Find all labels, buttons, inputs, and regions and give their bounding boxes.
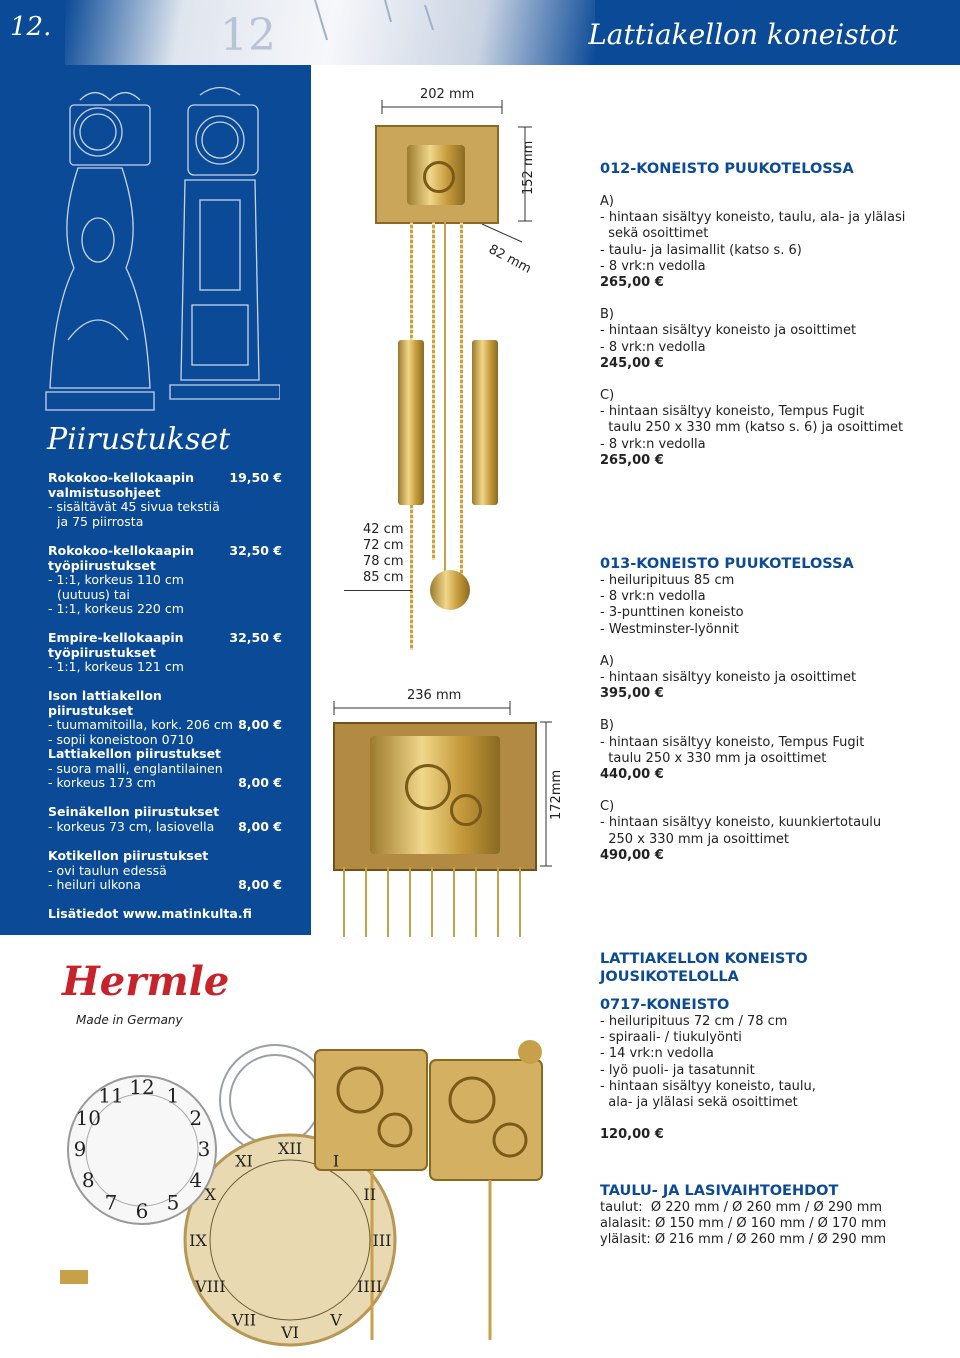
drawing-item-price: 32,50 € [229,630,282,645]
drawing-item-price: 8,00 € [238,877,282,892]
roman-dial-numeral: VI [281,1323,299,1342]
feature-line: - 8 vrk:n vedolla [600,589,706,605]
more-info-link[interactable]: Lisätiedot www.matinkulta.fi [48,906,252,921]
drawing-item-title: Lattiakellon piirustukset [48,746,222,761]
option-line: - 8 vrk:n vedolla [600,258,706,274]
drawing-item-line: - heiluri ulkona [48,877,141,893]
roman-dial-numeral: IX [189,1231,207,1250]
drawing-item-line: - 1:1, korkeus 220 cm [48,601,184,617]
feature-line: - heiluripituus 85 cm [600,573,735,588]
spec-line: - heiluripituus 72 cm / 78 cm [600,1014,788,1029]
white-dial-numeral: 4 [189,1168,203,1192]
option-line: - hintaan sisältyy koneisto, kuunkiertotaulu [600,815,882,831]
section-012 [600,160,930,469]
white-dial-numeral: 9 [73,1137,87,1161]
drawings-heading: Piirustukset [47,422,231,457]
width-top-label: 202 mm [420,87,475,102]
roman-dial-numeral: VII [231,1310,257,1330]
weight-left [398,340,424,505]
white-dial-numeral: 7 [104,1190,118,1215]
option-line: - hintaan sisältyy koneisto ja osoittimet [600,670,857,686]
white-dial-numeral: 5 [166,1190,180,1215]
white-dial-numeral: 12 [129,1075,155,1099]
option-price: 265,00 € [600,452,664,468]
hermle-logo: Hermle [62,958,230,1005]
roman-dial-numeral: XII [277,1139,303,1158]
product-photo-dials-movements [60,1040,590,1350]
drawing-item-line: - tuumamitoilla, kork. 206 cm [48,717,233,733]
clock-cabinet-drawings [40,80,280,420]
option-label: C) [600,799,615,815]
drawing-item-line: (uutuus) tai [57,586,130,602]
spec-line: - hintaan sisältyy koneisto, taulu, [600,1078,816,1094]
option-price: 245,00 € [600,355,664,371]
page-number: 12. [10,12,52,42]
roman-dial-numeral: V [330,1310,342,1330]
pendulum-length-list [344,522,412,591]
dial-options-heading: TAULU- JA LASIVAIHTOEHDOT [600,1183,839,1199]
page-title: Lattiakellon koneistot [588,18,898,51]
drawing-item-line: - suora malli, englantilainen [48,760,223,776]
drawing-item [48,747,288,791]
height-dimension-line [515,125,535,225]
gear-icon [450,794,482,826]
drawing-item-line: - ovi taulun edessä [48,862,167,878]
pendulum-length: 85 cm [363,570,404,585]
roman-dial-numeral: X [204,1185,216,1204]
option-label: B) [600,718,614,734]
option-price: 490,00 € [600,847,664,863]
section-spring-heading: JOUSIKOTELOLLA [600,969,739,985]
feature-line: - 3-punttinen koneisto [600,605,744,621]
option-label: A) [600,653,614,669]
dial-option-line: ylälasit: Ø 216 mm / Ø 260 mm / Ø 290 mm [600,1232,887,1248]
option-label: B) [600,307,614,323]
roman-dial-numeral: III [372,1231,392,1250]
option-label: A) [600,194,614,209]
white-dial-numeral: 10 [75,1106,102,1130]
drawing-item-price: 32,50 € [229,543,282,558]
section-spring-subheading: 0717-KONEISTO [600,997,730,1013]
drawing-item-title: Empire-kellokaapin työpiirustukset [48,630,184,660]
white-dial-numeral: 2 [189,1106,203,1130]
section-012-heading: 012-KONEISTO PUUKOTELOSSA [600,161,854,177]
option-line: taulu 250 x 330 mm (katso s. 6) ja osoittimet [600,420,904,436]
white-dial-numeral: 1 [166,1083,180,1108]
drawing-item-price: 19,50 € [229,470,282,485]
weight-right [472,340,498,505]
spec-line: - lyö puoli- ja tasatunnit [600,1062,755,1078]
spec-line: - spiraali- / tiukulyönti [600,1030,742,1046]
drawing-item-line: - sisältävät 45 sivua tekstiä [48,499,220,515]
drawing-item-line: - korkeus 73 cm, lasiovella [48,818,215,834]
drawing-item-line: - korkeus 173 cm [48,775,156,791]
width-bottom-label: 236 mm [407,688,462,703]
pendulum-length: 42 cm [363,522,404,537]
option-line: - taulu- ja lasimallit (katso s. 6) [600,242,802,258]
pendulum-length: 72 cm [363,538,404,553]
roman-dial-numeral: IIII [357,1277,383,1296]
option-price: 440,00 € [600,767,664,783]
option-line: - hintaan sisältyy koneisto, taulu, ala- ja ylälasi [600,210,906,226]
option-line: - hintaan sisältyy koneisto, Tempus Fugit [600,404,865,420]
section-spring-movement [600,950,930,1143]
section-dial-options [600,1182,930,1249]
drawing-item [48,544,288,617]
drawing-item-title: Ison lattiakellon piirustukset [48,688,162,718]
option-line: taulu 250 x 330 mm ja osoittimet [600,750,827,766]
movement-013-wood-case [333,722,537,871]
pendulum-bob [430,570,470,610]
section-spring-heading: LATTIAKELLON KONEISTO [600,951,808,967]
height-top-label: 152 mm [521,140,536,195]
gear-icon [405,764,451,810]
roman-dial-numeral: I [332,1151,340,1171]
drawing-item [48,631,288,675]
dial-option-line: alalasit: Ø 150 mm / Ø 160 mm / Ø 170 mm [600,1216,887,1232]
option-line: 250 x 330 mm ja osoittimet [600,831,790,847]
option-line: - hintaan sisältyy koneisto, Tempus Fugit [600,734,865,750]
movement-012-wood-case [375,125,499,224]
feature-line: - Westminster-lyönnit [600,621,739,637]
header-dial-ticks [65,0,595,65]
depth-top-label: 82 mm [485,242,534,277]
drawing-item-line: ja 75 piirrosta [57,513,144,529]
roman-dial-numeral: XI [235,1151,253,1171]
option-price: 265,00 € [600,275,664,291]
depth-dimension-line [478,220,528,250]
spec-line: - 14 vrk:n vedolla [600,1046,714,1062]
drawing-item-title: Rokokoo-kellokaapin työpiirustukset [48,543,195,573]
white-dial-numeral: 8 [81,1168,95,1192]
header-dial-digit: 12 [220,10,276,61]
spring-movement-price: 120,00 € [600,1127,664,1143]
drawing-item-title: Rokokoo-kellokaapin valmistusohjeet [48,470,195,500]
drawing-item-price: 8,00 € [238,818,282,834]
drawing-item-price: 8,00 € [238,775,282,790]
header-clock-dial-photo [65,0,595,65]
drawing-item-title: Kotikellon piirustukset [48,848,209,863]
drawing-item-price: 8,00 € [238,717,282,732]
drawing-item-line: - 1:1, korkeus 121 cm [48,659,184,675]
option-price: 395,00 € [600,686,664,702]
spec-line: ala- ja ylälasi sekä osoittimet [600,1095,798,1111]
made-in-germany-tagline: Made in Germany [76,1013,183,1027]
roman-dial-numeral: VIII [195,1277,226,1296]
drawing-item-line: - sopii koneistoon 0710 [48,731,194,747]
drawing-item [48,471,288,529]
option-line: - hintaan sisältyy koneisto ja osoittimet [600,323,857,339]
width-bottom-dimension-line [330,698,515,718]
movement-013-rods [333,867,533,937]
drawing-item [48,805,288,834]
option-line: sekä osoittimet [600,226,709,242]
option-label: C) [600,388,615,404]
white-dial-numeral: 3 [197,1137,211,1161]
dial-option-line: taulut: Ø 220 mm / Ø 260 mm / Ø 290 mm [600,1200,883,1215]
section-013-heading: 013-KONEISTO PUUKOTELOSSA [600,556,854,572]
chain [432,220,435,560]
drawing-item [48,689,288,747]
chain [460,220,463,580]
drawing-item-line: - 1:1, korkeus 110 cm [48,572,184,588]
pendulum-rod [444,220,446,580]
white-dial-numeral: 6 [135,1199,149,1223]
gear-icon [423,161,455,193]
height-bottom-label: 172mm [549,769,564,820]
white-dial-numeral: 11 [98,1083,124,1108]
option-line: - 8 vrk:n vedolla [600,436,706,452]
drawing-item [48,849,288,893]
drawing-item-title: Seinäkellon piirustukset [48,804,220,819]
roman-dial-numeral: II [363,1185,377,1204]
option-line: - 8 vrk:n vedolla [600,339,706,355]
section-013 [600,555,930,864]
pendulum-length: 78 cm [363,554,404,569]
